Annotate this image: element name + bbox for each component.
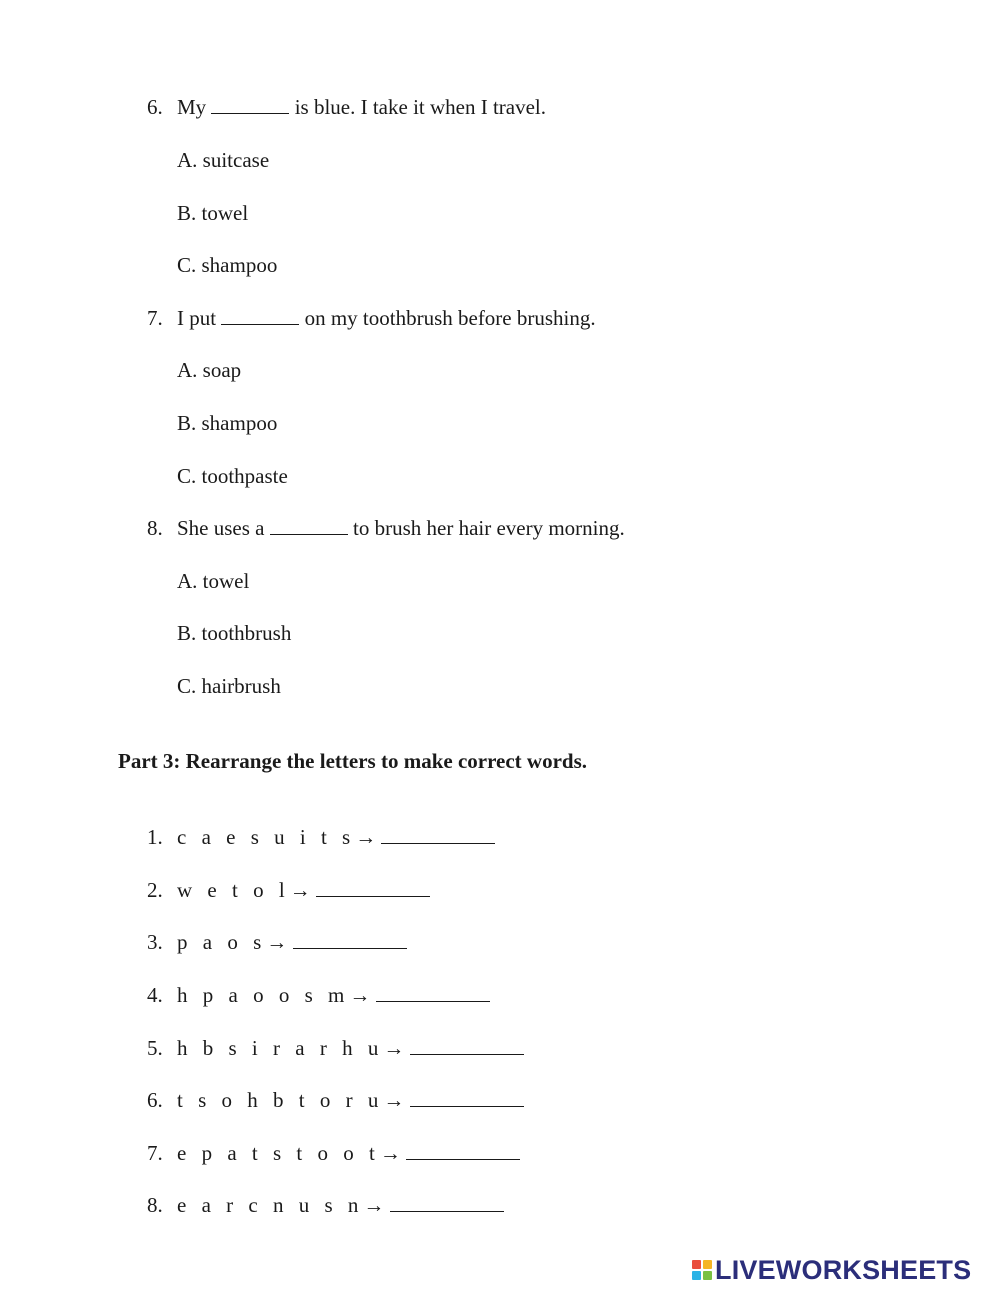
item-number: 6.	[147, 1088, 163, 1112]
scrambled-letters: e p a t s t o o t	[177, 1141, 380, 1165]
scrambled-letters: p a o s	[177, 930, 267, 954]
option-b[interactable]: B. towel	[177, 201, 249, 225]
liveworksheets-logo[interactable]	[692, 1255, 971, 1285]
arrow: →	[349, 983, 371, 1007]
answer-blank[interactable]	[410, 1088, 524, 1107]
item-number: 3.	[147, 930, 163, 954]
question-text: My is blue. I take it when I travel.	[177, 95, 547, 119]
option-a[interactable]: A. suitcase	[177, 148, 270, 172]
arrow: →	[383, 1088, 405, 1112]
option-a[interactable]: A. soap	[177, 358, 242, 382]
item-number: 2.	[147, 878, 163, 902]
answer-blank[interactable]	[316, 878, 430, 897]
question-number: 8.	[147, 516, 163, 540]
item-number: 4.	[147, 983, 163, 1007]
answer-blank[interactable]	[410, 1036, 524, 1055]
answer-blank[interactable]	[211, 95, 289, 114]
option-b[interactable]: B. toothbrush	[177, 621, 292, 645]
arrow: →	[289, 878, 311, 902]
answer-blank[interactable]	[270, 516, 348, 535]
scrambled-letters: w e t o l	[177, 878, 290, 902]
question-text: She uses a to brush her hair every morning.	[177, 516, 625, 540]
option-c[interactable]: C. hairbrush	[177, 674, 281, 698]
option-a[interactable]: A. towel	[177, 569, 250, 593]
answer-blank[interactable]	[293, 930, 407, 949]
item-number: 1.	[147, 825, 163, 849]
answer-blank[interactable]	[381, 825, 495, 844]
arrow: →	[266, 930, 288, 954]
item-number: 7.	[147, 1141, 163, 1165]
answer-blank[interactable]	[376, 983, 490, 1002]
scrambled-letters: e a r c n u s n	[177, 1193, 364, 1217]
scrambled-letters: h p a o o s m	[177, 983, 350, 1007]
arrow: →	[363, 1193, 385, 1217]
item-number: 8.	[147, 1193, 163, 1217]
logo-mark-icon	[692, 1260, 712, 1280]
arrow: →	[379, 1141, 401, 1165]
item-number: 5.	[147, 1036, 163, 1060]
answer-blank[interactable]	[406, 1141, 520, 1160]
option-b[interactable]: B. shampoo	[177, 411, 278, 435]
answer-blank[interactable]	[390, 1193, 504, 1212]
logo-text: LIVEWORKSHEETS	[715, 1254, 972, 1285]
scrambled-letters: h b s i r a r h u	[177, 1036, 384, 1060]
arrow: →	[383, 1036, 405, 1060]
scrambled-letters: c a e s u i t s	[177, 825, 356, 849]
option-c[interactable]: C. shampoo	[177, 253, 278, 277]
question-number: 6.	[147, 95, 163, 119]
arrow: →	[355, 825, 377, 849]
option-c[interactable]: C. toothpaste	[177, 464, 288, 488]
question-text: I put on my toothbrush before brushing.	[177, 306, 596, 330]
answer-blank[interactable]	[221, 306, 299, 325]
question-number: 7.	[147, 306, 163, 330]
scrambled-letters: t s o h b t o r u	[177, 1088, 384, 1112]
part3-heading: Part 3: Rearrange the letters to make correct words.	[118, 749, 588, 773]
